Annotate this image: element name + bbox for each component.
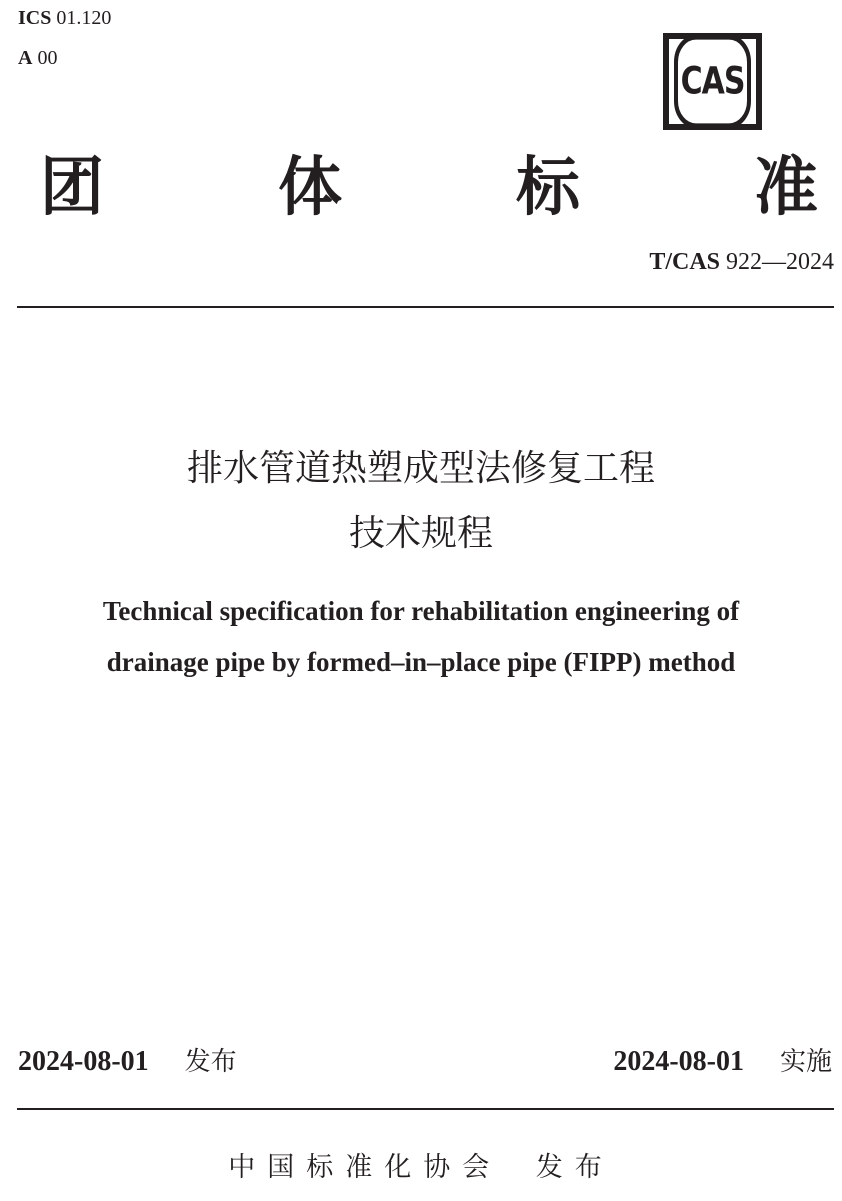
issue-label: 发布 [184, 1047, 237, 1077]
cas-logo-frame [669, 39, 756, 124]
standard-type-char: 标 [516, 151, 580, 225]
standard-type-char: 体 [278, 151, 342, 225]
publisher-line [0, 1150, 842, 1186]
title-chinese-line-2: 技术规程 [348, 513, 493, 554]
issue-date-block [18, 1044, 237, 1080]
standard-number [649, 247, 834, 277]
issue-date: 2024-08-01 [18, 1046, 149, 1077]
cas-logo [663, 33, 762, 130]
implement-label: 实施 [779, 1047, 832, 1077]
ics-code [18, 6, 111, 30]
standard-type-char: 准 [754, 151, 818, 225]
standard-number-value: 922—2024 [726, 249, 834, 275]
ics-prefix: ICS [18, 7, 52, 29]
standard-number-prefix: T/CAS [649, 249, 720, 275]
implement-date: 2024-08-01 [613, 1046, 744, 1077]
category-code [18, 46, 57, 70]
publisher-name: 中国标准化协会 [228, 1152, 502, 1183]
implement-date-block [613, 1044, 832, 1080]
bottom-divider [17, 1108, 834, 1110]
title-english-line-2: drainage pipe by formed–in–place pipe (FIPP) method [106, 647, 736, 677]
standard-type-heading [40, 150, 818, 226]
category-prefix: A [18, 47, 33, 69]
ics-number: 01.120 [56, 7, 112, 29]
top-divider [17, 306, 834, 308]
title-chinese-line-1: 排水管道热塑成型法修复工程 [186, 448, 655, 489]
publisher-action: 发布 [535, 1152, 614, 1183]
category-number: 00 [37, 47, 58, 69]
standard-type-char: 团 [40, 151, 104, 225]
cas-logo-text: CAS [674, 35, 751, 129]
title-english-line-1: Technical specification for rehabilitation engineering of [102, 596, 740, 626]
